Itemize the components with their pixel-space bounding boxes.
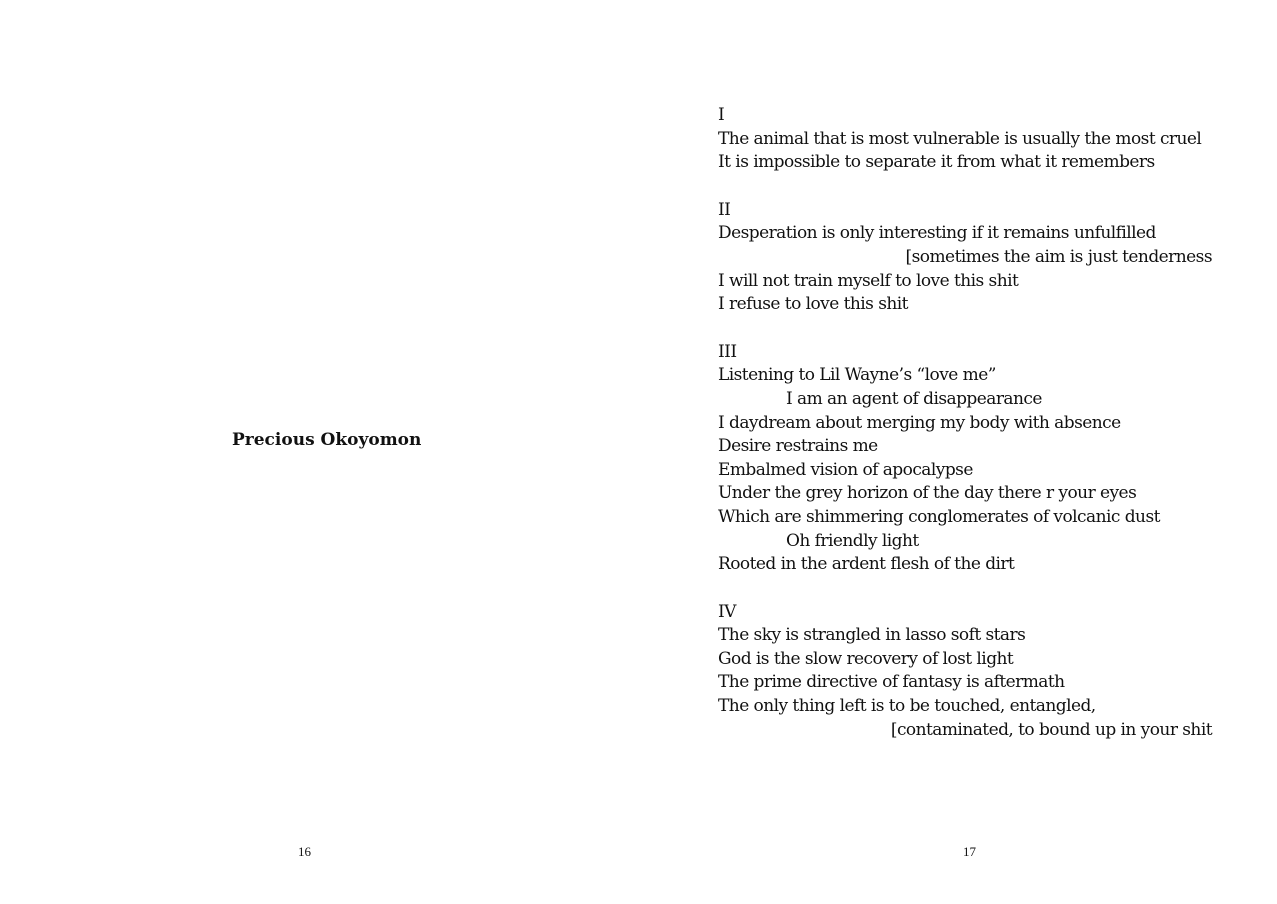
- section-numeral: II: [718, 199, 731, 220]
- poem-section-2: [718, 199, 1218, 317]
- page-number-right: 17: [963, 844, 976, 859]
- section-numeral: IV: [718, 601, 736, 622]
- poem-line: The only thing left is to be touched, entangled,: [718, 696, 1096, 717]
- poem-line: Desperation is only interesting if it remains unfulfilled: [718, 223, 1156, 244]
- poem-line: I daydream about merging my body with absence: [718, 412, 1121, 433]
- poem-line: Rooted in the ardent flesh of the dirt: [718, 554, 1015, 575]
- poem-line: Embalmed vision of apocalypse: [718, 459, 973, 480]
- poem-line: I will not train myself to love this shit: [718, 270, 1019, 291]
- poem-line: Under the grey horizon of the day there r your eyes: [718, 483, 1137, 504]
- section-numeral: I: [718, 105, 725, 125]
- poem-line: Listening to Lil Wayne’s “love me”: [718, 365, 996, 386]
- poem-line: God is the slow recovery of lost light: [718, 648, 1014, 669]
- poem-line: The prime directive of fantasy is aftermath: [718, 672, 1065, 693]
- poem-line: The sky is strangled in lasso soft stars: [718, 625, 1026, 646]
- left-page: [0, 0, 638, 904]
- poem-line: The animal that is most vulnerable is usually the most cruel: [718, 128, 1202, 149]
- poem-line: Desire restrains me: [718, 436, 878, 457]
- poem-line: It is impossible to separate it from what it remembers: [718, 152, 1155, 173]
- poem: [718, 104, 1218, 766]
- page-number-left: 16: [298, 844, 311, 859]
- poem-line-indented: I am an agent of disappearance: [786, 388, 1042, 409]
- poem-section-1: [718, 104, 1218, 175]
- poem-line-continuation: [sometimes the aim is just tenderness: [905, 246, 1212, 267]
- poem-section-4: [718, 601, 1218, 743]
- poem-section-3: [718, 341, 1218, 577]
- poem-line-continuation: [contaminated, to bound up in your shit: [890, 719, 1212, 740]
- section-numeral: III: [718, 341, 737, 362]
- right-page: [638, 0, 1277, 904]
- poem-line: I refuse to love this shit: [718, 294, 908, 315]
- poem-line: Which are shimmering conglomerates of volcanic dust: [718, 506, 1160, 527]
- author-name: Precious Okoyomon: [232, 430, 422, 450]
- poem-line-indented: Oh friendly light: [786, 530, 919, 551]
